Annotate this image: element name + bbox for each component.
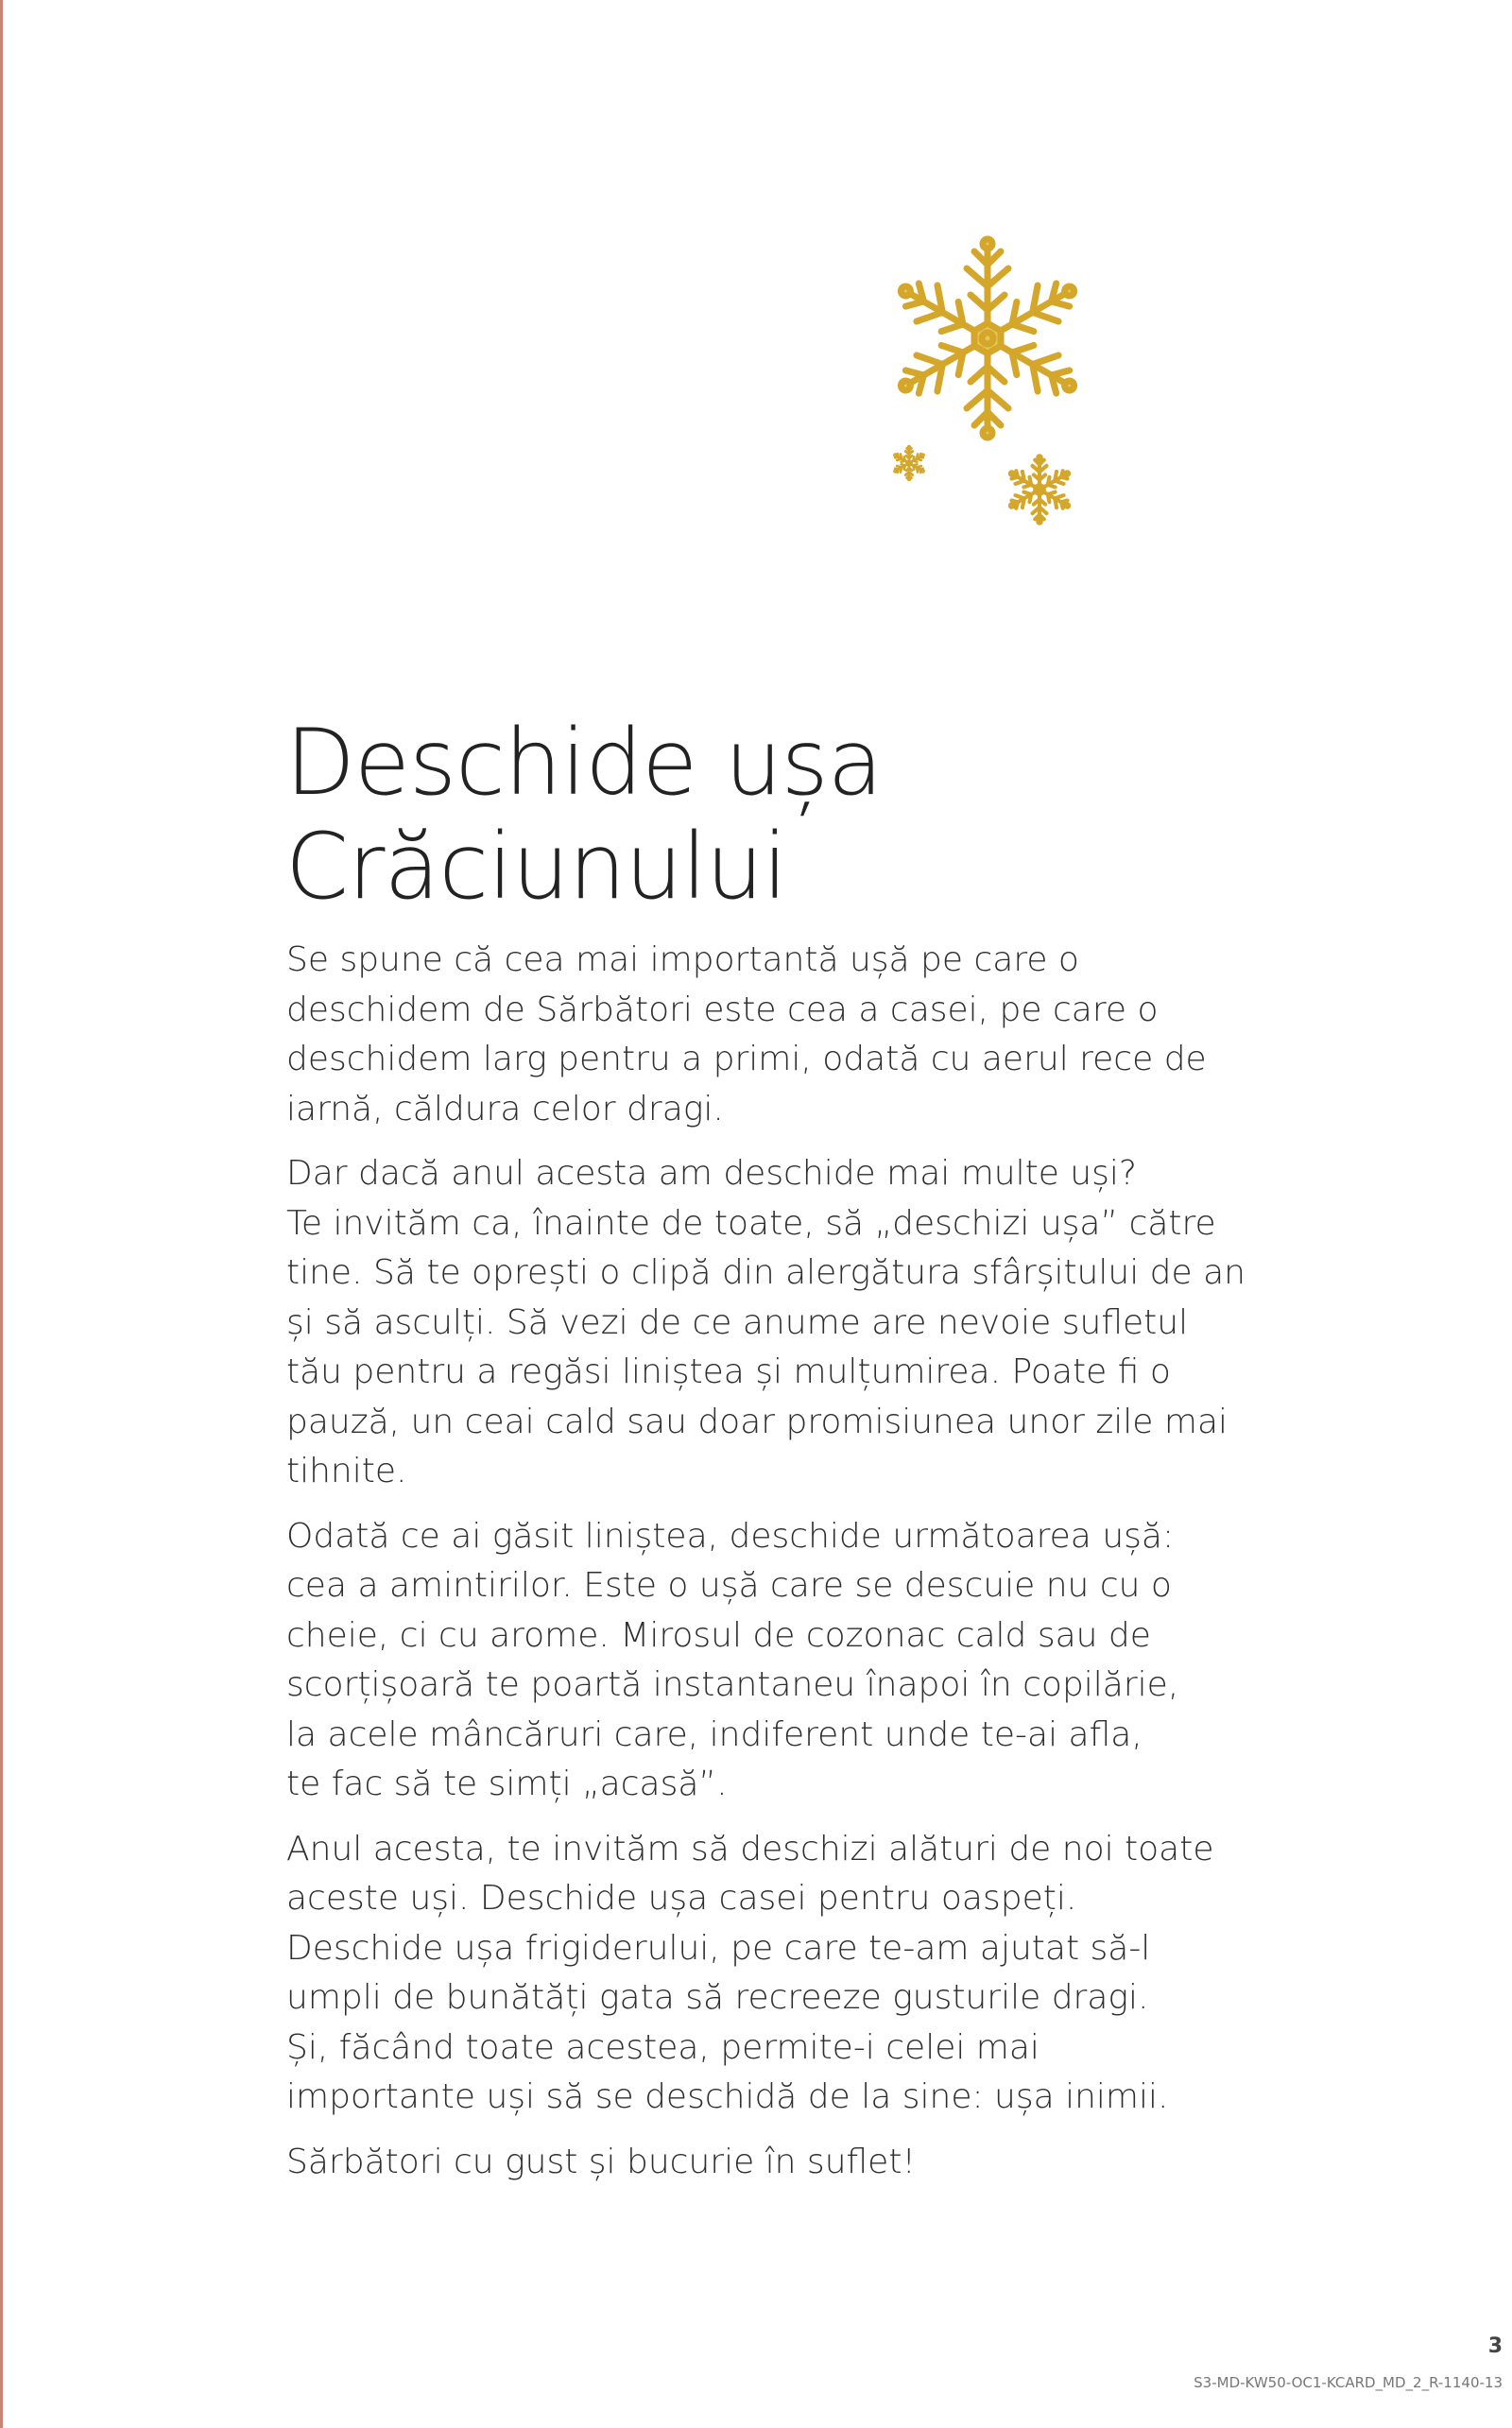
text-line: Anul acesta, te invităm să deschizi alături de noi toate <box>286 1829 1214 1868</box>
text-line: tihnite. <box>286 1452 407 1490</box>
text-line: importante uși să se deschidă de la sine: ușa inimii. <box>286 2077 1169 2116</box>
text-line: tău pentru a regăsi liniștea și mulțumirea. Poate fi o <box>286 1352 1171 1391</box>
paragraph-4 <box>286 1825 1326 2123</box>
paragraph-5 <box>286 2138 1326 2188</box>
text-line: Și, făcând toate acestea, permite-i celei mai <box>286 2027 1040 2067</box>
title-line-1: Deschide ușa <box>285 710 883 816</box>
text-line: Sărbători cu gust și bucurie în suflet! <box>286 2142 916 2181</box>
article-body <box>286 936 1326 2202</box>
text-line: scorțișoară te poartă instantaneu înapoi în copilărie, <box>286 1665 1179 1704</box>
page-number: 3 <box>1487 2334 1503 2358</box>
text-line: la acele mâncăruri care, indiferent unde te-ai afla, <box>286 1714 1143 1754</box>
text-line: deschidem de Sărbători este cea a casei, pe care o <box>286 990 1159 1029</box>
paragraph-3 <box>286 1512 1326 1810</box>
left-edge-rule <box>0 0 3 2428</box>
text-line: Se spune că cea mai importantă ușă pe care o <box>286 940 1079 979</box>
text-line: te fac să te simți „acasă”. <box>286 1765 728 1803</box>
paragraph-1 <box>286 936 1326 1134</box>
snowflake-icon <box>891 239 1084 438</box>
text-line: Deschide ușa frigiderului, pe care te-am ajutat să-l <box>286 1928 1151 1968</box>
snowflake-decoration <box>888 227 1125 548</box>
title-line-2: Crăciunului <box>285 814 787 920</box>
text-line: deschidem larg pentru a primi, odată cu aerul rece de <box>286 1040 1207 1078</box>
text-line: cheie, ci cu arome. Mirosul de cozonac cald sau de <box>286 1615 1151 1655</box>
text-line: Dar dacă anul acesta am deschide mai multe uși? <box>286 1154 1137 1193</box>
paragraph-2 <box>286 1149 1326 1497</box>
text-line: iarnă, căldura celor dragi. <box>286 1089 724 1128</box>
text-line: cea a amintirilor. Este o ușă care se descuie nu cu o <box>286 1566 1172 1605</box>
text-line: tine. Să te oprești o clipă din alergătura sfârșitului de an <box>286 1253 1246 1292</box>
text-line: aceste uși. Deschide ușa casei pentru oaspeți. <box>286 1879 1077 1918</box>
snowflake-icon <box>1006 456 1072 523</box>
page-title <box>285 711 883 919</box>
text-line: Odată ce ai găsit liniștea, deschide următoarea ușă: <box>286 1516 1175 1556</box>
snowflake-icon <box>893 446 926 480</box>
document-code: S3-MD-KW50-OC1-KCARD_MD_2_R-1140-13 <box>1194 2374 1503 2391</box>
text-line: pauză, un ceai cald sau doar promisiunea unor zile mai <box>286 1402 1228 1441</box>
text-line: umpli de bunătăți gata să recreeze gusturile dragi. <box>286 1978 1149 2017</box>
text-line: și să asculți. Să vezi de ce anume are nevoie sufletul <box>286 1302 1189 1342</box>
text-line: Te invităm ca, înainte de toate, să „deschizi ușa” către <box>286 1203 1216 1243</box>
